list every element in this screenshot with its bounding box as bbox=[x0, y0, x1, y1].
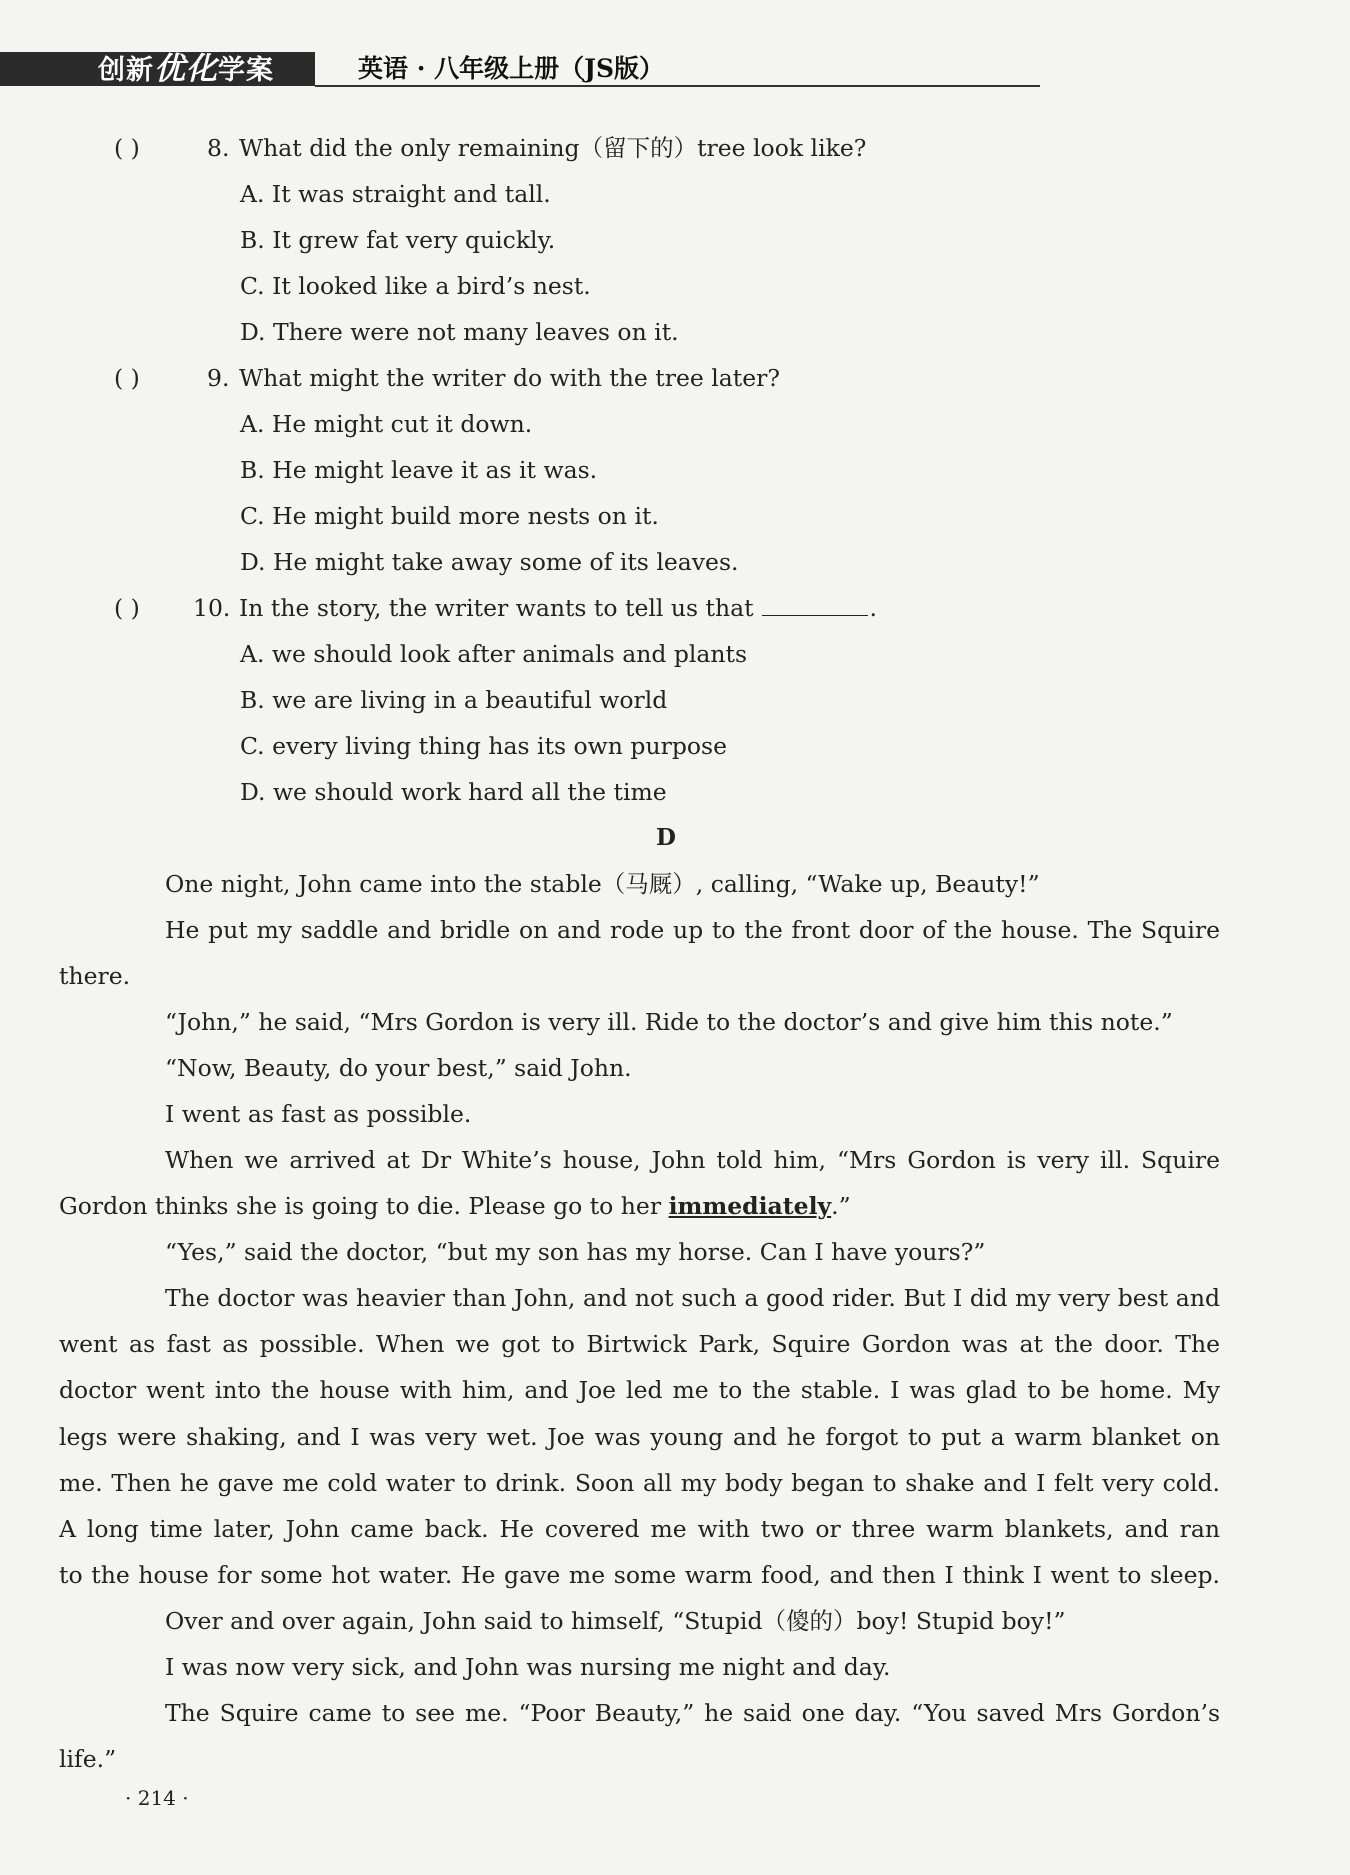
question-text bbox=[207, 125, 866, 171]
paragraph bbox=[112, 1598, 1220, 1644]
option-a: A. we should look after animals and plants bbox=[240, 640, 748, 668]
option-a: A. It was straight and tall. bbox=[240, 180, 551, 208]
option-d: D. we should work hard all the time bbox=[240, 778, 667, 806]
brand-text-post: 学案 bbox=[218, 55, 274, 86]
para-line: life.” bbox=[59, 1745, 117, 1774]
paragraph bbox=[112, 1644, 1220, 1690]
paragraph bbox=[112, 1045, 1220, 1091]
para-line: He put my saddle and bridle on and rode up to the front door of the house. The Squire bbox=[165, 916, 1220, 944]
paragraph bbox=[59, 907, 1220, 999]
fill-blank[interactable] bbox=[762, 589, 868, 616]
question-number: 10. bbox=[193, 594, 231, 622]
highlighted-word: immediately bbox=[668, 1192, 832, 1221]
option-c: C. It looked like a bird’s nest. bbox=[240, 272, 591, 300]
para-text: Gordon thinks she is going to die. Please go to her bbox=[59, 1192, 662, 1221]
para-line: legs were shaking, and I was very wet. Joe was young and he forgot to put a warm blanket on bbox=[59, 1422, 1220, 1451]
para-line: I went as fast as possible. bbox=[165, 1100, 472, 1128]
question-text bbox=[207, 355, 780, 401]
section-title: D bbox=[656, 824, 676, 851]
option-d: D. He might take away some of its leaves. bbox=[240, 548, 739, 576]
question-stem: What might the writer do with the tree later? bbox=[239, 364, 780, 392]
para-line: me. Then he gave me cold water to drink. Soon all my body began to shake and I felt very cold. bbox=[59, 1468, 1220, 1497]
question-number: 8. bbox=[207, 134, 230, 162]
para-text: .” bbox=[831, 1192, 851, 1221]
para-line: When we arrived at Dr White’s house, John told him, “Mrs Gordon is very ill. Squire bbox=[165, 1146, 1220, 1174]
header-divider bbox=[315, 85, 1040, 87]
para-line: Over and over again, John said to himself, “Stupid（傻的）boy! Stupid boy!” bbox=[165, 1607, 1066, 1635]
option-b: B. we are living in a beautiful world bbox=[240, 686, 668, 714]
option-c: C. He might build more nests on it. bbox=[240, 502, 659, 530]
paragraph bbox=[112, 999, 1220, 1045]
para-line: “John,” he said, “Mrs Gordon is very ill. Ride to the doctor’s and give him this note.” bbox=[165, 1008, 1173, 1036]
paragraph bbox=[59, 1137, 1220, 1229]
answer-blank[interactable]: ( ) bbox=[114, 134, 140, 162]
paragraph bbox=[112, 861, 1220, 907]
brand-logo bbox=[0, 52, 315, 86]
option-b: B. He might leave it as it was. bbox=[240, 456, 598, 484]
brand-text-logo: 优化 bbox=[154, 51, 218, 87]
page-number: · 214 · bbox=[125, 1786, 189, 1810]
question-stem-end: . bbox=[869, 594, 878, 622]
option-c: C. every living thing has its own purpose bbox=[240, 732, 727, 760]
answer-blank[interactable]: ( ) bbox=[114, 594, 140, 622]
paragraph bbox=[59, 1690, 1220, 1782]
page-header bbox=[0, 52, 1040, 88]
para-line: went as fast as possible. When we got to Birtwick Park, Squire Gordon was at the door. The bbox=[59, 1330, 1220, 1359]
para-line bbox=[59, 1183, 1220, 1229]
para-line: The doctor was heavier than John, and not such a good rider. But I did my very best and bbox=[165, 1284, 1220, 1312]
para-line: there. bbox=[59, 962, 131, 991]
brand-text-pre: 创新 bbox=[98, 55, 154, 86]
answer-blank[interactable]: ( ) bbox=[114, 364, 140, 392]
option-b: B. It grew fat very quickly. bbox=[240, 226, 556, 254]
para-line: “Yes,” said the doctor, “but my son has my horse. Can I have yours?” bbox=[165, 1238, 986, 1266]
para-line: I was now very sick, and John was nursing me night and day. bbox=[165, 1653, 891, 1681]
paragraph bbox=[112, 1229, 1220, 1275]
paragraph bbox=[112, 1091, 1220, 1137]
question-number: 9. bbox=[207, 364, 230, 392]
option-d: D. There were not many leaves on it. bbox=[240, 318, 679, 346]
para-line: to the house for some hot water. He gave me some warm food, and then I think I went to sleep. bbox=[59, 1561, 1220, 1590]
option-a: A. He might cut it down. bbox=[240, 410, 533, 438]
para-line: A long time later, John came back. He covered me with two or three warm blankets, and ran bbox=[59, 1514, 1220, 1543]
para-line: The Squire came to see me. “Poor Beauty,” he said one day. “You saved Mrs Gordon’s bbox=[165, 1699, 1220, 1727]
question-stem: What did the only remaining（留下的）tree look like? bbox=[239, 134, 867, 162]
question-stem: In the story, the writer wants to tell us that bbox=[239, 594, 754, 622]
para-line: doctor went into the house with him, and Joe led me to the stable. I was glad to be home. My bbox=[59, 1376, 1220, 1405]
paragraph bbox=[59, 1275, 1220, 1598]
para-line: One night, John came into the stable（马厩）, calling, “Wake up, Beauty!” bbox=[165, 870, 1040, 898]
question-text bbox=[193, 585, 877, 631]
para-line: “Now, Beauty, do your best,” said John. bbox=[165, 1054, 632, 1082]
book-title: 英语 · 八年级上册（JS版） bbox=[358, 54, 664, 83]
